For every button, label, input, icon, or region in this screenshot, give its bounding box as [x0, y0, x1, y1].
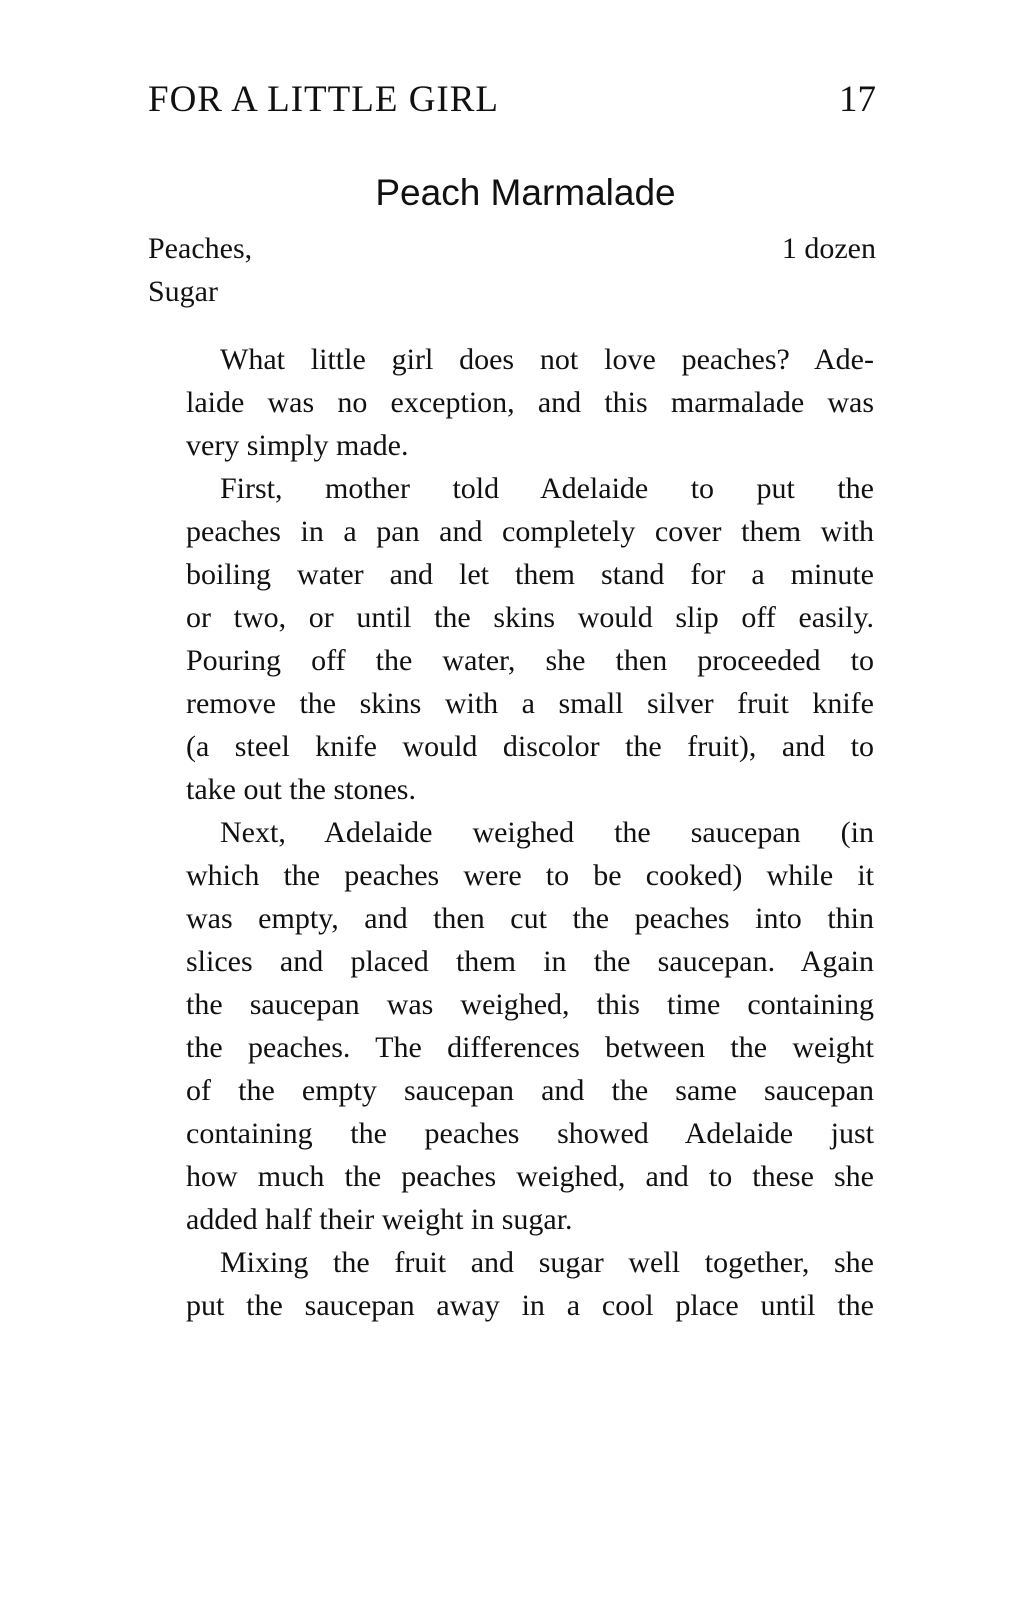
ingredient-row: [148, 232, 876, 275]
text-line: take out the stones.: [186, 773, 416, 806]
running-head: [148, 78, 876, 128]
text-line: slices and placed them in the saucepan. Again: [186, 945, 874, 978]
text-line: remove the skins with a small silver fruit knife: [186, 687, 874, 720]
page-number: 17: [839, 79, 876, 120]
text-line: put the saucepan away in a cool place until the: [186, 1289, 874, 1322]
text-line: Pouring off the water, she then proceeded to: [186, 644, 874, 677]
ingredient-list: [148, 232, 876, 318]
text-line: containing the peaches showed Adelaide just: [186, 1117, 874, 1150]
text-line: of the empty saucepan and the same saucepan: [186, 1074, 874, 1107]
paragraph: [152, 467, 874, 811]
text-line: Next, Adelaide weighed the saucepan (in: [220, 816, 874, 849]
text-line: peaches in a pan and completely cover them with: [186, 515, 874, 548]
text-line: laide was no exception, and this marmalade was: [186, 386, 874, 419]
ingredient-name: Peaches,: [148, 232, 253, 265]
text-line: was empty, and then cut the peaches into thin: [186, 902, 874, 935]
paragraph: [152, 811, 874, 1241]
ingredient-quantity: 1 dozen: [781, 232, 876, 265]
recipe-title: Peach Marmalade: [375, 172, 676, 213]
text-line: added half their weight in sugar.: [186, 1203, 573, 1236]
text-line: (a steel knife would discolor the fruit), and to: [186, 730, 874, 763]
ingredient-name: Sugar: [148, 275, 218, 308]
paragraph: [152, 338, 874, 467]
ingredient-row: [148, 275, 876, 318]
text-line: the saucepan was weighed, this time containing: [186, 988, 874, 1021]
running-title: FOR A LITTLE GIRL: [148, 79, 500, 120]
text-line: or two, or until the skins would slip off easily.: [186, 601, 874, 634]
text-line: What little girl does not love peaches? Ade-: [220, 343, 874, 376]
text-line: the peaches. The differences between the weight: [186, 1031, 874, 1064]
text-line: very simply made.: [186, 429, 409, 462]
text-line: how much the peaches weighed, and to these she: [186, 1160, 874, 1193]
paragraph: [152, 1241, 874, 1327]
body-text: [152, 338, 874, 1327]
text-line: which the peaches were to be cooked) while it: [186, 859, 874, 892]
text-line: boiling water and let them stand for a minute: [186, 558, 874, 591]
text-line: Mixing the fruit and sugar well together, she: [220, 1246, 874, 1279]
text-line: First, mother told Adelaide to put the: [220, 472, 874, 505]
